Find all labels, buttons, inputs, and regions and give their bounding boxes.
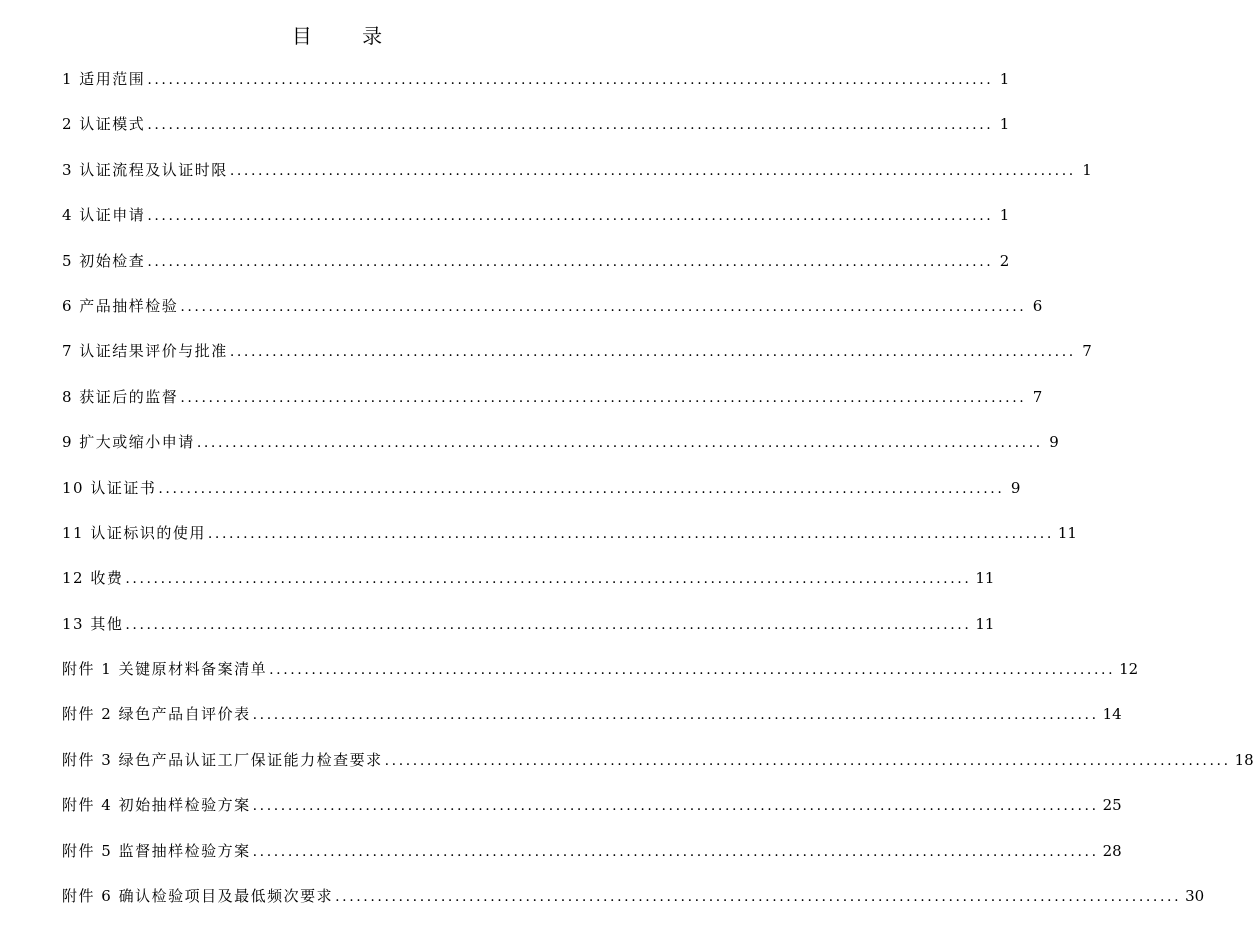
- toc-entry-page: 1: [999, 206, 1010, 225]
- toc-entry: [62, 109, 1010, 154]
- toc-entry-label: 附件 5 监督抽样检验方案: [62, 841, 251, 860]
- toc-entry-label: 3 认证流程及认证时限: [62, 160, 228, 179]
- toc-entry-page: 1: [1082, 160, 1092, 179]
- toc-entry-label: 7 认证结果评价与批准: [62, 342, 228, 361]
- toc-entry: [62, 654, 1139, 699]
- toc-entry: [62, 427, 1059, 472]
- toc-entry: [62, 155, 1092, 200]
- toc-entry-page: 28: [1102, 841, 1122, 860]
- toc-entry-page: 30: [1185, 887, 1205, 906]
- toc-dot-leader: ........................................................................................................................: [252, 843, 1099, 860]
- toc-dot-leader: ........................................................................................................................: [180, 298, 1027, 315]
- toc-entry: [62, 291, 1043, 336]
- toc-entry: [62, 64, 1010, 109]
- toc-dot-leader: ........................................................................................................................: [125, 616, 972, 633]
- toc-entry-label: 附件 1 关键原材料备案清单: [62, 660, 268, 679]
- toc-list: [62, 64, 1254, 926]
- toc-entry-label: 附件 3 绿色产品认证工厂保证能力检查要求: [62, 750, 383, 769]
- toc-entry: [62, 790, 1122, 835]
- toc-entry-page: 25: [1102, 796, 1122, 815]
- toc-entry-label: 附件 4 初始抽样检验方案: [62, 796, 251, 815]
- toc-entry: [62, 836, 1122, 881]
- toc-dot-leader: ........................................................................................................................: [207, 525, 1054, 542]
- toc-dot-leader: ........................................................................................................................: [147, 253, 994, 270]
- toc-entry-page: 11: [975, 614, 995, 633]
- toc-entry: [62, 382, 1043, 427]
- toc-dot-leader: ........................................................................................................................: [147, 117, 994, 134]
- toc-entry-page: 9: [1010, 478, 1021, 497]
- toc-entry-page: 9: [1049, 433, 1059, 452]
- toc-dot-leader: ........................................................................................................................: [196, 435, 1043, 452]
- toc-dot-leader: ........................................................................................................................: [252, 707, 1099, 724]
- toc-entry-label: 13 其他: [62, 614, 124, 633]
- toc-dot-leader: ........................................................................................................................: [252, 798, 1099, 815]
- toc-entry-label: 1 适用范围: [62, 70, 146, 88]
- toc-entry: [62, 699, 1122, 744]
- toc-entry-page: 1: [999, 70, 1010, 88]
- toc-dot-leader: ........................................................................................................................: [229, 162, 1076, 179]
- toc-entry: [62, 518, 1077, 563]
- toc-entry: [62, 200, 1010, 245]
- toc-entry-label: 附件 6 确认检验项目及最低频次要求: [62, 887, 334, 906]
- toc-entry: [62, 473, 1021, 518]
- toc-entry: [62, 881, 1205, 926]
- toc-entry-label: 9 扩大或缩小申请: [62, 433, 195, 452]
- toc-entry-page: 7: [1032, 387, 1043, 406]
- toc-entry-label: 6 产品抽样检验: [62, 296, 179, 315]
- toc-entry-page: 6: [1032, 296, 1043, 315]
- toc-entry-page: 7: [1082, 342, 1092, 361]
- toc-entry: [62, 745, 1254, 790]
- toc-dot-leader: ........................................................................................................................: [147, 72, 994, 88]
- toc-entry-page: 1: [999, 115, 1010, 134]
- toc-entry-page: 14: [1102, 705, 1122, 724]
- toc-entry-page: 18: [1234, 750, 1254, 769]
- toc-dot-leader: ........................................................................................................................: [147, 208, 994, 225]
- toc-entry: [62, 609, 995, 654]
- toc-dot-leader: ........................................................................................................................: [335, 889, 1182, 906]
- toc-entry-label: 2 认证模式: [62, 115, 146, 134]
- toc-entry: [62, 563, 995, 608]
- toc-entry-label: 11 认证标识的使用: [62, 523, 206, 542]
- toc-entry-label: 附件 2 绿色产品自评价表: [62, 705, 251, 724]
- toc-dot-leader: ........................................................................................................................: [125, 571, 972, 588]
- toc-entry-page: 11: [1057, 523, 1077, 542]
- toc-dot-leader: ........................................................................................................................: [180, 389, 1027, 406]
- toc-dot-leader: ........................................................................................................................: [158, 480, 1005, 497]
- toc-entry: [62, 336, 1092, 381]
- toc-entry-label: 10 认证证书: [62, 478, 157, 497]
- toc-entry-label: 4 认证申请: [62, 206, 146, 225]
- toc-entry-page: 12: [1119, 660, 1139, 679]
- toc-entry: [62, 246, 1010, 291]
- toc-entry-page: 11: [975, 569, 995, 588]
- toc-entry-label: 8 获证后的监督: [62, 387, 179, 406]
- toc-entry-page: 2: [999, 251, 1010, 270]
- toc-title: 目 录: [291, 24, 405, 48]
- toc-dot-leader: ........................................................................................................................: [229, 344, 1076, 361]
- toc-entry-label: 5 初始检查: [62, 251, 146, 270]
- toc-dot-leader: ........................................................................................................................: [269, 662, 1116, 679]
- toc-entry-label: 12 收费: [62, 569, 124, 588]
- toc-dot-leader: ........................................................................................................................: [384, 752, 1231, 769]
